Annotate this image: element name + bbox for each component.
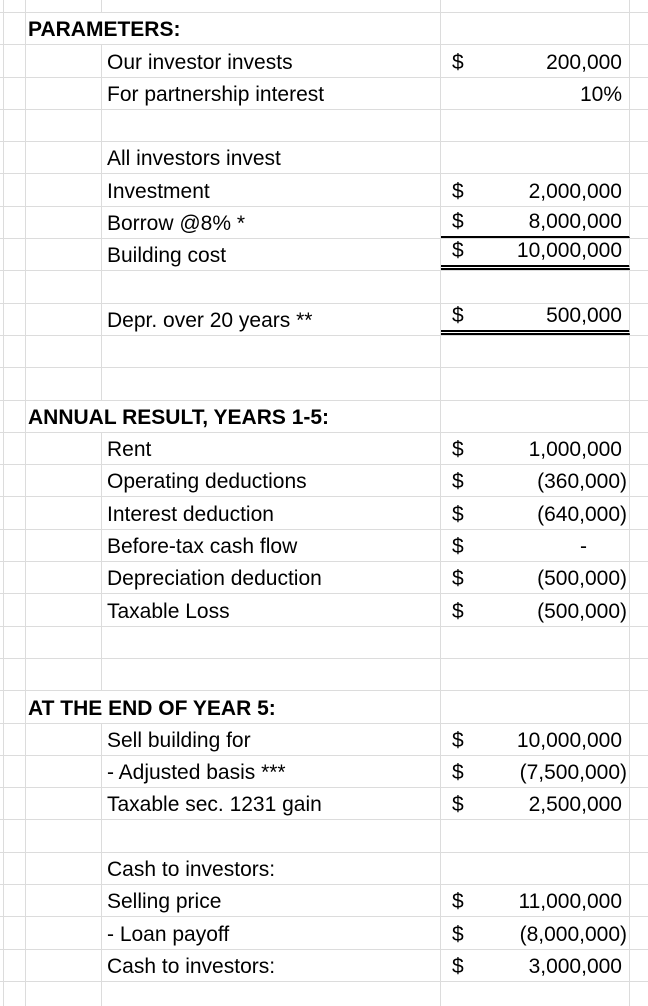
edge-cell xyxy=(630,562,648,593)
margin-cell xyxy=(4,627,26,658)
margin-cell xyxy=(4,756,26,787)
row-label: All investors invest xyxy=(107,147,281,171)
label-cell[interactable] xyxy=(102,562,441,593)
amount-cell[interactable] xyxy=(441,78,630,109)
amount-cell[interactable] xyxy=(441,142,630,173)
label-cell[interactable] xyxy=(102,724,441,755)
margin-cell xyxy=(4,788,26,819)
amount-value: (7,500,000) xyxy=(519,761,627,785)
amount-cell[interactable] xyxy=(441,917,630,948)
margin-cell xyxy=(4,78,26,109)
margin-cell xyxy=(4,336,26,367)
row-label: Rent xyxy=(107,438,152,462)
table-row xyxy=(0,239,648,271)
table-row xyxy=(0,207,648,239)
amount-cell[interactable] xyxy=(441,368,630,399)
amount-cell[interactable] xyxy=(441,0,630,12)
row-label: - Loan payoff xyxy=(107,922,230,946)
table-row xyxy=(0,304,648,336)
edge-cell xyxy=(630,142,648,173)
edge-cell xyxy=(630,304,648,335)
currency-symbol: $ xyxy=(452,954,464,978)
table-row xyxy=(0,13,648,45)
amount-cell[interactable] xyxy=(441,465,630,496)
indent-cell[interactable] xyxy=(26,174,102,205)
edge-cell xyxy=(630,627,648,658)
label-cell[interactable] xyxy=(102,788,441,819)
row-label: Our investor invests xyxy=(107,50,293,74)
indent-cell[interactable] xyxy=(26,950,102,981)
margin-cell xyxy=(4,304,26,335)
row-label: Operating deductions xyxy=(107,470,307,494)
edge-cell xyxy=(630,691,648,722)
row-label: Interest deduction xyxy=(107,502,274,526)
edge-cell xyxy=(630,982,648,1006)
amount-value: 11,000,000 xyxy=(518,890,622,914)
amount-cell[interactable] xyxy=(441,724,630,755)
indent-cell[interactable] xyxy=(26,207,102,238)
edge-cell xyxy=(630,207,648,238)
amount-value: 8,000,000 xyxy=(528,210,622,234)
indent-cell[interactable] xyxy=(26,562,102,593)
table-row xyxy=(0,110,648,142)
amount-cell[interactable] xyxy=(441,174,630,205)
amount-value: 10,000,000 xyxy=(516,239,622,263)
margin-cell xyxy=(4,659,26,690)
label-cell[interactable] xyxy=(102,142,441,173)
amount-cell[interactable] xyxy=(441,853,630,884)
table-row xyxy=(0,0,648,13)
section-header-cell[interactable] xyxy=(26,13,441,44)
label-cell[interactable] xyxy=(102,982,441,1006)
indent-cell[interactable] xyxy=(26,497,102,528)
label-cell[interactable] xyxy=(102,627,441,658)
indent-cell[interactable] xyxy=(26,45,102,76)
indent-cell[interactable] xyxy=(26,0,102,12)
edge-cell xyxy=(630,756,648,787)
margin-cell xyxy=(4,174,26,205)
edge-cell xyxy=(630,788,648,819)
currency-symbol: $ xyxy=(452,303,464,327)
margin-cell xyxy=(4,885,26,916)
margin-cell xyxy=(4,465,26,496)
amount-value: (500,000) xyxy=(537,599,627,623)
amount-value: (640,000) xyxy=(537,502,627,526)
currency-symbol: $ xyxy=(452,761,464,785)
row-label: Before-tax cash flow xyxy=(107,535,298,559)
edge-cell xyxy=(630,950,648,981)
table-row xyxy=(0,756,648,788)
indent-cell[interactable] xyxy=(26,820,102,851)
amount-cell[interactable] xyxy=(441,336,630,367)
label-cell[interactable] xyxy=(102,530,441,561)
margin-cell xyxy=(4,950,26,981)
indent-cell[interactable] xyxy=(26,368,102,399)
label-cell[interactable] xyxy=(102,45,441,76)
table-row xyxy=(0,853,648,885)
edge-cell xyxy=(630,885,648,916)
indent-cell[interactable] xyxy=(26,110,102,141)
row-label: Selling price xyxy=(107,890,222,914)
amount-cell[interactable] xyxy=(441,562,630,593)
label-cell[interactable] xyxy=(102,78,441,109)
margin-cell xyxy=(4,820,26,851)
amount-value: 10% xyxy=(579,82,622,106)
amount-value: (360,000) xyxy=(537,470,627,494)
edge-cell xyxy=(630,0,648,12)
table-row xyxy=(0,497,648,529)
margin-cell xyxy=(4,207,26,238)
margin-cell xyxy=(4,497,26,528)
edge-cell xyxy=(630,530,648,561)
label-cell[interactable] xyxy=(102,756,441,787)
currency-symbol: $ xyxy=(452,728,464,752)
amount-cell[interactable] xyxy=(441,497,630,528)
margin-cell xyxy=(4,142,26,173)
row-label: Taxable sec. 1231 gain xyxy=(107,793,322,817)
row-label: Sell building for xyxy=(107,728,251,752)
amount-value: 10,000,000 xyxy=(516,728,622,752)
label-cell[interactable] xyxy=(102,820,441,851)
row-label: Borrow @8% * xyxy=(107,212,246,236)
currency-symbol: $ xyxy=(452,793,464,817)
label-cell[interactable] xyxy=(102,336,441,367)
label-cell[interactable] xyxy=(102,368,441,399)
indent-cell[interactable] xyxy=(26,78,102,109)
label-cell[interactable] xyxy=(102,917,441,948)
edge-cell xyxy=(630,853,648,884)
indent-cell[interactable] xyxy=(26,724,102,755)
amount-value: 200,000 xyxy=(546,50,622,74)
margin-cell xyxy=(4,433,26,464)
label-cell[interactable] xyxy=(102,885,441,916)
edge-cell xyxy=(630,401,648,432)
amount-cell[interactable] xyxy=(441,207,630,238)
amount-cell[interactable] xyxy=(441,271,630,302)
table-row xyxy=(0,368,648,400)
currency-symbol: $ xyxy=(452,179,464,203)
label-cell[interactable] xyxy=(102,271,441,302)
table-row xyxy=(0,433,648,465)
label-cell[interactable] xyxy=(102,659,441,690)
amount-cell[interactable] xyxy=(441,982,630,1006)
row-label: Building cost xyxy=(107,244,227,268)
currency-symbol: $ xyxy=(452,210,464,234)
row-label: Depr. over 20 years ** xyxy=(107,308,313,332)
amount-cell[interactable] xyxy=(441,950,630,981)
margin-cell xyxy=(4,724,26,755)
table-row xyxy=(0,174,648,206)
row-label: Taxable Loss xyxy=(107,599,230,623)
currency-symbol: $ xyxy=(452,599,464,623)
table-row xyxy=(0,530,648,562)
label-cell[interactable] xyxy=(102,465,441,496)
table-row xyxy=(0,142,648,174)
table-row xyxy=(0,465,648,497)
currency-symbol: $ xyxy=(452,470,464,494)
table-row xyxy=(0,78,648,110)
edge-cell xyxy=(630,465,648,496)
currency-symbol: $ xyxy=(452,239,464,263)
row-label: - Adjusted basis *** xyxy=(107,761,286,785)
table-row xyxy=(0,788,648,820)
amount-cell[interactable] xyxy=(441,401,630,432)
indent-cell[interactable] xyxy=(26,304,102,335)
table-row xyxy=(0,691,648,723)
edge-cell xyxy=(630,917,648,948)
edge-cell xyxy=(630,13,648,44)
amount-cell[interactable] xyxy=(441,433,630,464)
table-row xyxy=(0,594,648,626)
table-row xyxy=(0,950,648,982)
row-label: Cash to investors: xyxy=(107,858,276,882)
indent-cell[interactable] xyxy=(26,336,102,367)
label-cell[interactable] xyxy=(102,207,441,238)
amount-cell[interactable] xyxy=(441,756,630,787)
indent-cell[interactable] xyxy=(26,788,102,819)
label-cell[interactable] xyxy=(102,853,441,884)
label-cell[interactable] xyxy=(102,594,441,625)
table-row xyxy=(0,45,648,77)
indent-cell[interactable] xyxy=(26,885,102,916)
amount-cell[interactable] xyxy=(441,239,630,270)
table-row xyxy=(0,401,648,433)
section-header-label: AT THE END OF YEAR 5: xyxy=(28,696,276,720)
table-row xyxy=(0,627,648,659)
section-header-label: PARAMETERS: xyxy=(28,18,181,42)
label-cell[interactable] xyxy=(102,174,441,205)
row-label: Cash to investors: xyxy=(107,954,276,978)
label-cell[interactable] xyxy=(102,304,441,335)
row-label: Depreciation deduction xyxy=(107,567,322,591)
amount-value: 2,000,000 xyxy=(528,179,622,203)
amount-cell[interactable] xyxy=(441,13,630,44)
margin-cell xyxy=(4,110,26,141)
amount-value: 2,500,000 xyxy=(528,793,622,817)
edge-cell xyxy=(630,497,648,528)
indent-cell[interactable] xyxy=(26,659,102,690)
margin-cell xyxy=(4,594,26,625)
indent-cell[interactable] xyxy=(26,982,102,1006)
edge-cell xyxy=(630,239,648,270)
amount-cell[interactable] xyxy=(441,820,630,851)
edge-cell xyxy=(630,724,648,755)
margin-cell xyxy=(4,853,26,884)
amount-cell[interactable] xyxy=(441,304,630,335)
edge-cell xyxy=(630,594,648,625)
margin-cell xyxy=(4,0,26,12)
margin-cell xyxy=(4,917,26,948)
amount-cell[interactable] xyxy=(441,627,630,658)
margin-cell xyxy=(4,562,26,593)
amount-cell[interactable] xyxy=(441,788,630,819)
table-row xyxy=(0,917,648,949)
edge-cell xyxy=(630,433,648,464)
edge-cell xyxy=(630,110,648,141)
indent-cell[interactable] xyxy=(26,627,102,658)
indent-cell[interactable] xyxy=(26,271,102,302)
label-cell[interactable] xyxy=(102,433,441,464)
label-cell[interactable] xyxy=(102,239,441,270)
indent-cell[interactable] xyxy=(26,594,102,625)
edge-cell xyxy=(630,336,648,367)
edge-cell xyxy=(630,78,648,109)
indent-cell[interactable] xyxy=(26,465,102,496)
row-label: Investment xyxy=(107,179,210,203)
currency-symbol: $ xyxy=(452,922,464,946)
margin-cell xyxy=(4,691,26,722)
table-row xyxy=(0,659,648,691)
margin-cell xyxy=(4,368,26,399)
currency-symbol: $ xyxy=(452,890,464,914)
margin-cell xyxy=(4,982,26,1006)
section-header-cell[interactable] xyxy=(26,401,441,432)
amount-cell[interactable] xyxy=(441,691,630,722)
edge-cell xyxy=(630,820,648,851)
amount-cell[interactable] xyxy=(441,659,630,690)
margin-cell xyxy=(4,271,26,302)
currency-symbol: $ xyxy=(452,567,464,591)
amount-value: 1,000,000 xyxy=(528,438,622,462)
table-row xyxy=(0,271,648,303)
margin-cell xyxy=(4,239,26,270)
currency-symbol: $ xyxy=(452,535,464,559)
table-row xyxy=(0,336,648,368)
label-cell[interactable] xyxy=(102,497,441,528)
amount-value: - xyxy=(580,535,587,559)
indent-cell[interactable] xyxy=(26,433,102,464)
table-row xyxy=(0,820,648,852)
amount-cell[interactable] xyxy=(441,110,630,141)
table-row xyxy=(0,724,648,756)
indent-cell[interactable] xyxy=(26,239,102,270)
table-row xyxy=(0,982,648,1006)
section-header-cell[interactable] xyxy=(26,691,441,722)
label-cell[interactable] xyxy=(102,110,441,141)
indent-cell[interactable] xyxy=(26,142,102,173)
amount-value: 3,000,000 xyxy=(528,954,622,978)
row-label: For partnership interest xyxy=(107,82,325,106)
currency-symbol: $ xyxy=(452,438,464,462)
indent-cell[interactable] xyxy=(26,756,102,787)
label-cell[interactable] xyxy=(102,950,441,981)
margin-cell xyxy=(4,530,26,561)
amount-cell[interactable] xyxy=(441,45,630,76)
table-row xyxy=(0,885,648,917)
edge-cell xyxy=(630,659,648,690)
indent-cell[interactable] xyxy=(26,853,102,884)
indent-cell[interactable] xyxy=(26,917,102,948)
amount-value: (500,000) xyxy=(537,567,627,591)
amount-cell[interactable] xyxy=(441,530,630,561)
edge-cell xyxy=(630,45,648,76)
amount-cell[interactable] xyxy=(441,594,630,625)
section-header-label: ANNUAL RESULT, YEARS 1-5: xyxy=(28,405,330,429)
currency-symbol: $ xyxy=(452,50,464,74)
label-cell[interactable] xyxy=(102,0,441,12)
amount-value: 500,000 xyxy=(546,303,622,327)
table-row xyxy=(0,562,648,594)
margin-cell xyxy=(4,13,26,44)
edge-cell xyxy=(630,271,648,302)
amount-cell[interactable] xyxy=(441,885,630,916)
edge-cell xyxy=(630,174,648,205)
amount-value: (8,000,000) xyxy=(519,922,627,946)
margin-cell xyxy=(4,45,26,76)
margin-cell xyxy=(4,401,26,432)
currency-symbol: $ xyxy=(452,502,464,526)
edge-cell xyxy=(630,368,648,399)
indent-cell[interactable] xyxy=(26,530,102,561)
